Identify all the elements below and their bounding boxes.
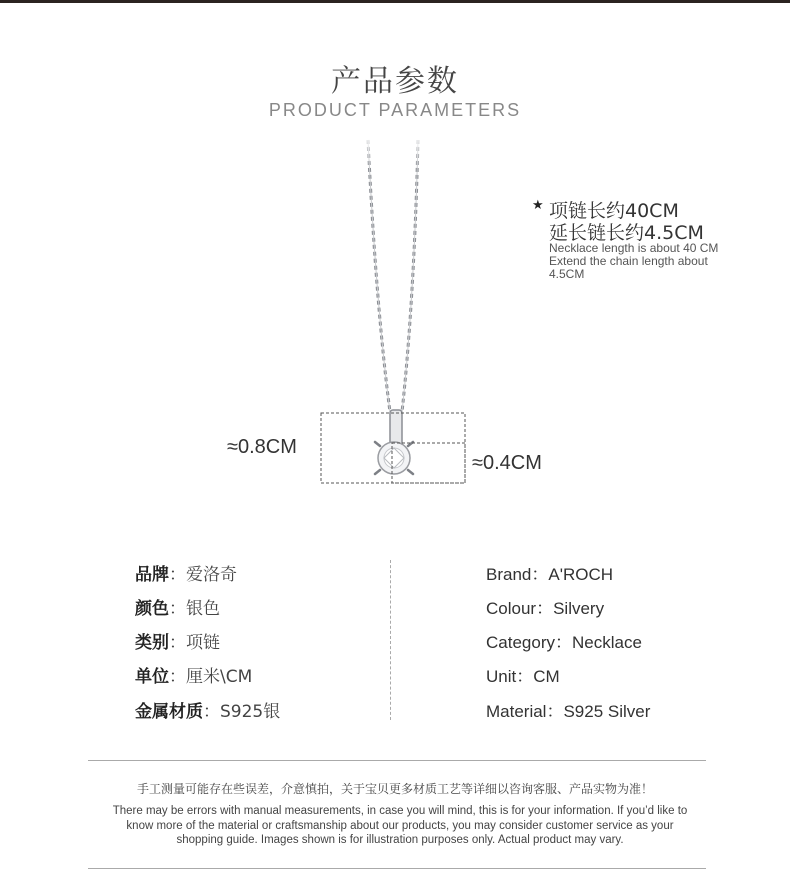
pendant-bail — [390, 410, 402, 446]
extension-length: 延长链长约4.5CM — [549, 222, 704, 244]
length-note-english: Necklace length is about 40 CM Extend the chain length about 4.5CM — [549, 241, 719, 281]
spec-row-brand — [135, 560, 237, 585]
disclaimer-english: There may be errors with manual measurements, in case you will mind, this is for your information. If you’d like to know more of the material or craftsmanship about our products, you may consider customer service as your shopping guide. Images shown is for illustration purposes only. Actual product may vary. — [112, 805, 688, 846]
spec-en-material: Material：S925 Silver — [486, 702, 651, 721]
spec-value: 厘米\CM — [186, 667, 253, 687]
width-dimension-label: ≈0.8CM — [227, 436, 297, 458]
page-title: 产品参数 — [331, 64, 459, 99]
spec-value: S925银 — [220, 702, 281, 722]
spec-sep: ： — [169, 565, 186, 585]
spec-sep: ： — [169, 599, 186, 619]
spec-sep: ： — [169, 667, 186, 687]
spec-en-brand: Brand：A'ROCH — [486, 565, 614, 584]
spec-row-unit — [135, 662, 252, 687]
divider-bottom — [88, 868, 706, 869]
necklace-length: 项链长约40CM — [549, 200, 679, 222]
spec-key: 单位 — [135, 667, 169, 687]
spec-en-unit: Unit：CM — [486, 667, 560, 686]
spec-key: 颜色 — [135, 599, 169, 619]
spec-value: 爱洛奇 — [186, 565, 237, 585]
pendant-stone — [375, 442, 413, 474]
spec-key: 类别 — [135, 633, 169, 653]
specs-divider — [390, 560, 391, 720]
star-icon: ★ — [532, 198, 544, 213]
spec-row-material — [135, 697, 280, 722]
divider-top — [88, 760, 706, 761]
spec-sep: ： — [169, 633, 186, 653]
page-subtitle: PRODUCT PARAMETERS — [268, 100, 522, 120]
spec-en-category: Category：Necklace — [486, 633, 642, 652]
spec-row-colour — [135, 594, 220, 619]
spec-key: 品牌 — [135, 565, 169, 585]
spec-key: 金属材质 — [135, 702, 203, 722]
spec-en-colour: Colour：Silvery — [486, 599, 605, 618]
height-dimension-label: ≈0.4CM — [472, 452, 542, 474]
spec-row-category — [135, 628, 220, 653]
spec-value: 银色 — [186, 599, 220, 619]
disclaimer-chinese: 手工测量可能存在些误差，介意慎拍，关于宝贝更多材质工艺等详细以咨询客服、产品实物为准！ — [136, 782, 653, 796]
spec-sep: ： — [203, 702, 220, 722]
spec-value: 项链 — [186, 633, 220, 653]
